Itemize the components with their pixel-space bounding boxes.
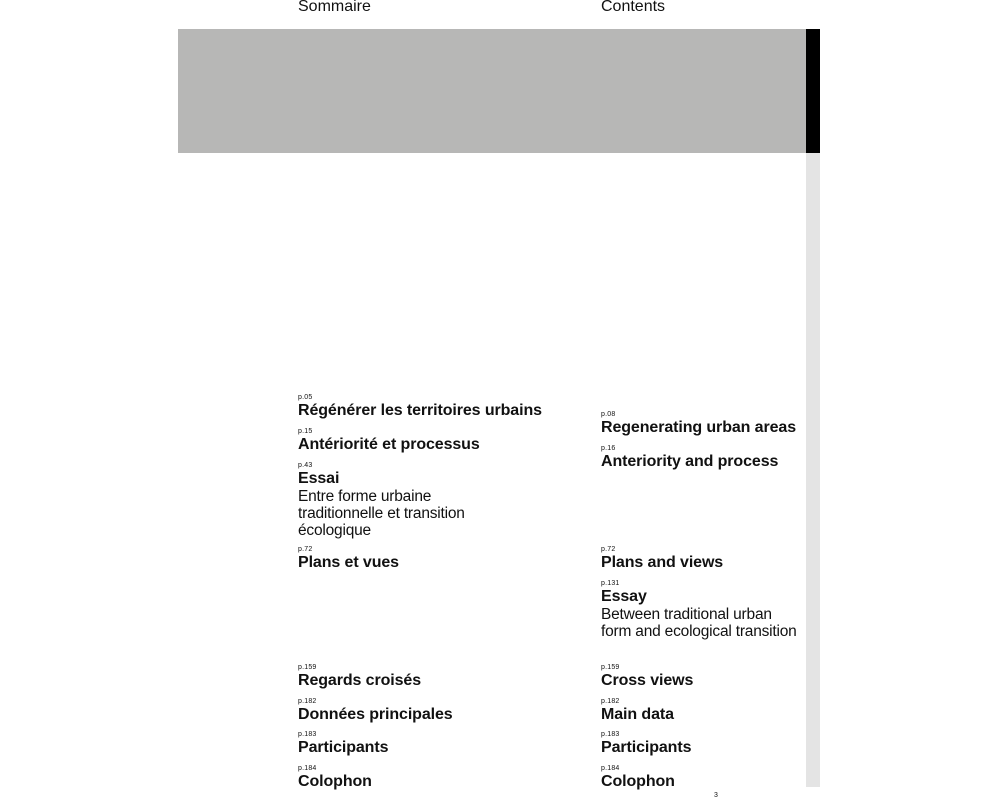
toc-entry-fr[interactable]: [298, 664, 421, 690]
entry-title: Colophon: [298, 773, 372, 790]
toc-entry-fr[interactable]: [298, 462, 508, 539]
toc-entry-en[interactable]: [601, 765, 675, 791]
entry-title: Essai: [298, 470, 340, 487]
entry-title: Regards croisés: [298, 672, 422, 689]
entry-page: p.43: [298, 462, 313, 469]
entry-title: Regenerating urban areas: [601, 419, 796, 436]
entry-page: p.184: [298, 765, 317, 772]
entry-title: Données principales: [298, 706, 453, 723]
side-strip: [806, 153, 820, 787]
entry-page: p.72: [298, 546, 313, 553]
entry-page: p.05: [298, 394, 313, 401]
toc-entry-en[interactable]: [601, 411, 796, 437]
black-tab: [806, 29, 820, 153]
entry-page: p.15: [298, 428, 313, 435]
entry-title: Participants: [298, 739, 389, 756]
toc-entry-fr[interactable]: [298, 698, 453, 724]
toc-entry-fr[interactable]: [298, 731, 388, 757]
entry-title: Essay: [601, 588, 647, 605]
entry-title: Participants: [601, 739, 692, 756]
grey-band: [178, 29, 806, 153]
entry-page: p.159: [298, 664, 317, 671]
entry-page: p.183: [601, 731, 620, 738]
entry-page: p.182: [601, 698, 620, 705]
entry-title: Main data: [601, 706, 674, 723]
heading-contents: Contents: [601, 0, 666, 15]
toc-entry-en[interactable]: [601, 445, 778, 471]
entry-title: Plans and views: [601, 554, 724, 571]
page-number: 3: [714, 792, 718, 799]
entry-title: Anteriority and process: [601, 453, 779, 470]
entry-page: p.131: [601, 580, 620, 587]
heading-sommaire: Sommaire: [298, 0, 371, 15]
entry-title: Régénérer les territoires urbains: [298, 402, 542, 419]
entry-page: p.182: [298, 698, 317, 705]
entry-page: p.183: [298, 731, 317, 738]
entry-title: Plans et vues: [298, 554, 399, 571]
toc-entry-en[interactable]: [601, 664, 693, 690]
toc-entry-fr[interactable]: [298, 394, 542, 420]
entry-page: p.72: [601, 546, 616, 553]
entry-title: Cross views: [601, 672, 694, 689]
entry-title: Antériorité et processus: [298, 436, 480, 453]
toc-entry-en[interactable]: [601, 731, 691, 757]
entry-page: p.184: [601, 765, 620, 772]
entry-page: p.159: [601, 664, 620, 671]
entry-page: p.08: [601, 411, 616, 418]
toc-entry-en[interactable]: [601, 580, 801, 640]
toc-entry-en[interactable]: [601, 698, 674, 724]
toc-entry-fr[interactable]: [298, 546, 399, 572]
toc-entry-fr[interactable]: [298, 765, 372, 791]
entry-page: p.16: [601, 445, 616, 452]
entry-title: Colophon: [601, 773, 675, 790]
entry-subtitle: Entre forme urbaine traditionnelle et transition écologique: [298, 488, 465, 539]
toc-entry-en[interactable]: [601, 546, 723, 572]
toc-entry-fr[interactable]: [298, 428, 480, 454]
entry-subtitle: Between traditional urban form and ecological transition: [601, 606, 797, 640]
